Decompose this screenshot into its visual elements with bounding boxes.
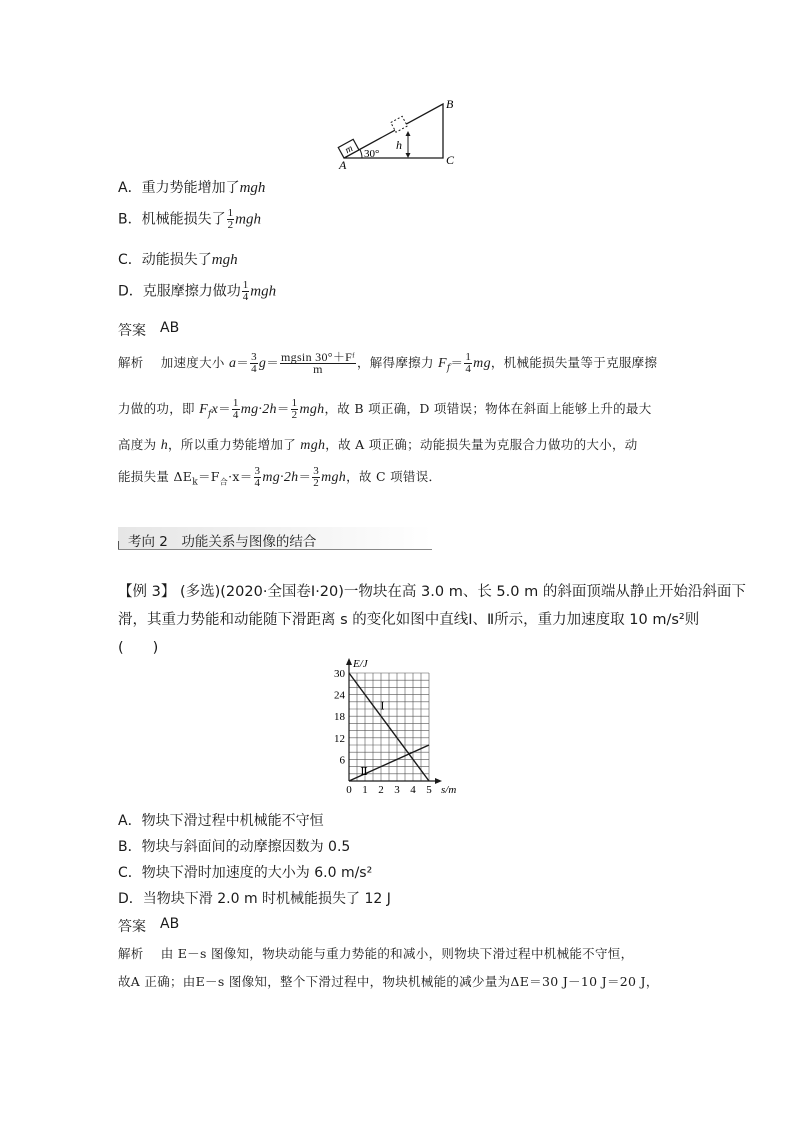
answer-label: 答案: [118, 323, 146, 339]
option-math: mgh: [239, 180, 266, 196]
ex3-option-d[interactable]: [118, 888, 391, 908]
y-tick-label: 30: [334, 668, 345, 680]
label-m: m: [343, 142, 355, 157]
y-axis-label: E/J: [353, 658, 368, 670]
option-text: 动能损失了: [141, 252, 212, 268]
h-arrow-head-top: [406, 131, 411, 136]
option-text: 克服摩擦力做功: [142, 283, 241, 300]
energy-distance-chart: [322, 655, 472, 803]
option-letter: D．: [118, 891, 143, 907]
ex3-option-c[interactable]: [118, 862, 372, 882]
option-d[interactable]: [118, 280, 276, 303]
explanation-line-2: 力做的功，即 $F_fx=$ $\frac{1}{4}$ mg·2h＝ $\frac{1}{2}$ mgh，故 B 项正确，D 项错误；物体在斜面上能够上升的最大: [118, 397, 652, 421]
ex3-option-b[interactable]: [118, 836, 350, 856]
option-text: 物块下滑过程中机械能不守恒: [141, 813, 324, 829]
chart-labels: [334, 658, 456, 796]
label-angle: 30°: [364, 148, 380, 160]
option-text: 物块与斜面间的动摩擦因数为 0.5: [141, 839, 351, 855]
label-A: A: [339, 158, 347, 172]
example3-stem-line-1: 【例 3】 (多选)(2020·全国卷Ⅰ·20)一物块在高 3.0 m、长 5.0 m 的斜面顶端从静止开始沿斜面下: [118, 584, 746, 600]
x-axis-label: s/m: [441, 784, 457, 796]
option-text: 当物块下滑 2.0 m 时机械能损失了 12 J: [142, 891, 391, 907]
option-math: mgh: [250, 283, 277, 300]
option-b[interactable]: [118, 208, 261, 231]
option-letter: C．: [118, 252, 142, 268]
option-math: mgh: [235, 211, 261, 228]
ex3-answer-label: 答案: [118, 919, 146, 935]
series-label-1: Ⅰ: [380, 700, 385, 713]
option-letter: B．: [118, 211, 142, 228]
option-letter: B．: [118, 839, 142, 855]
option-c[interactable]: [118, 249, 238, 269]
x-tick-label: 3: [394, 784, 400, 796]
option-text: 物块下滑时加速度的大小为 6.0 m/s²: [141, 865, 373, 881]
incline-figure: [336, 96, 466, 172]
answer-value: AB: [160, 320, 180, 336]
option-letter: C．: [118, 865, 142, 881]
example3-stem-line-2: 滑，其重力势能和动能随下滑距离 s 的变化如图中直线Ⅰ、Ⅱ所示，重力加速度取 10 m/s²则: [118, 612, 700, 628]
fraction: $\frac{1}{2}$: [227, 207, 234, 231]
label-h: h: [396, 138, 402, 152]
ex3-option-a[interactable]: [118, 810, 324, 830]
option-letter: A．: [118, 813, 142, 829]
x-tick-label: 1: [362, 784, 368, 796]
option-math: mgh: [211, 252, 238, 268]
y-axis-arrow: [346, 658, 352, 665]
explanation-line-3: 高度为 h，所以重力势能增加了 mgh，故 A 项正确；动能损失量为克服合力做功的大小，动: [118, 437, 638, 453]
block-dashed: [391, 116, 408, 132]
block-m: [338, 139, 359, 158]
y-tick-label: 12: [334, 732, 345, 745]
angle-arc: [360, 149, 362, 158]
fraction: $\frac{1}{4}$: [242, 279, 249, 303]
label-C: C: [446, 153, 455, 167]
option-letter: A．: [118, 180, 142, 196]
ex3-explanation-line-2: 故A 正确；由E－s 图像知，整个下滑过程中，物块机械能的减少量为ΔE＝30 J－10 J＝20 J，: [118, 974, 659, 989]
h-arrow-head-bottom: [406, 153, 411, 158]
ex3-explanation-line-1: 解析 由 E－s 图像知，物块动能与重力势能的和减小，则物块下滑过程中机械能不守恒，: [118, 946, 634, 961]
example3-stem-line-3: ( ): [118, 640, 159, 656]
chart-axes: [346, 658, 442, 784]
y-tick-label: 18: [334, 711, 345, 724]
option-text: 机械能损失了: [141, 211, 226, 228]
explanation-line-1: 解析 加速度大小 a＝ $\frac{3}{4}$ g＝ $\frac{\text{mgsin 30°＋Fᶠ}}{m}$ ，解得摩擦力 $F_f=$ $\frac{1}{4}$ mg，机械能损失量等于克服摩擦: [118, 350, 658, 376]
option-letter: D．: [118, 283, 143, 300]
x-tick-label: 0: [346, 784, 352, 796]
label-B: B: [446, 97, 454, 111]
explanation-label: 解析: [118, 355, 144, 370]
option-a[interactable]: [118, 177, 265, 197]
x-tick-label: 5: [426, 784, 432, 796]
option-text: 重力势能增加了: [141, 180, 240, 196]
x-tick-label: 4: [410, 784, 416, 796]
ex3-answer-value: AB: [160, 916, 180, 932]
x-tick-label: 2: [378, 784, 384, 796]
ex3-explanation-label: 解析: [118, 946, 144, 961]
explanation-line-4: 能损失量 $\Delta E_k=F_合\cdot x=$ $\frac{3}{4}$ mg·2h＝ $\frac{3}{2}$ mgh，故 C 项错误．: [118, 465, 442, 489]
y-tick-label: 6: [339, 754, 345, 767]
section-title: 考向 2 功能关系与图像的结合: [128, 534, 317, 550]
series-label-2: Ⅱ: [360, 766, 368, 779]
y-tick-label: 24: [334, 689, 345, 702]
